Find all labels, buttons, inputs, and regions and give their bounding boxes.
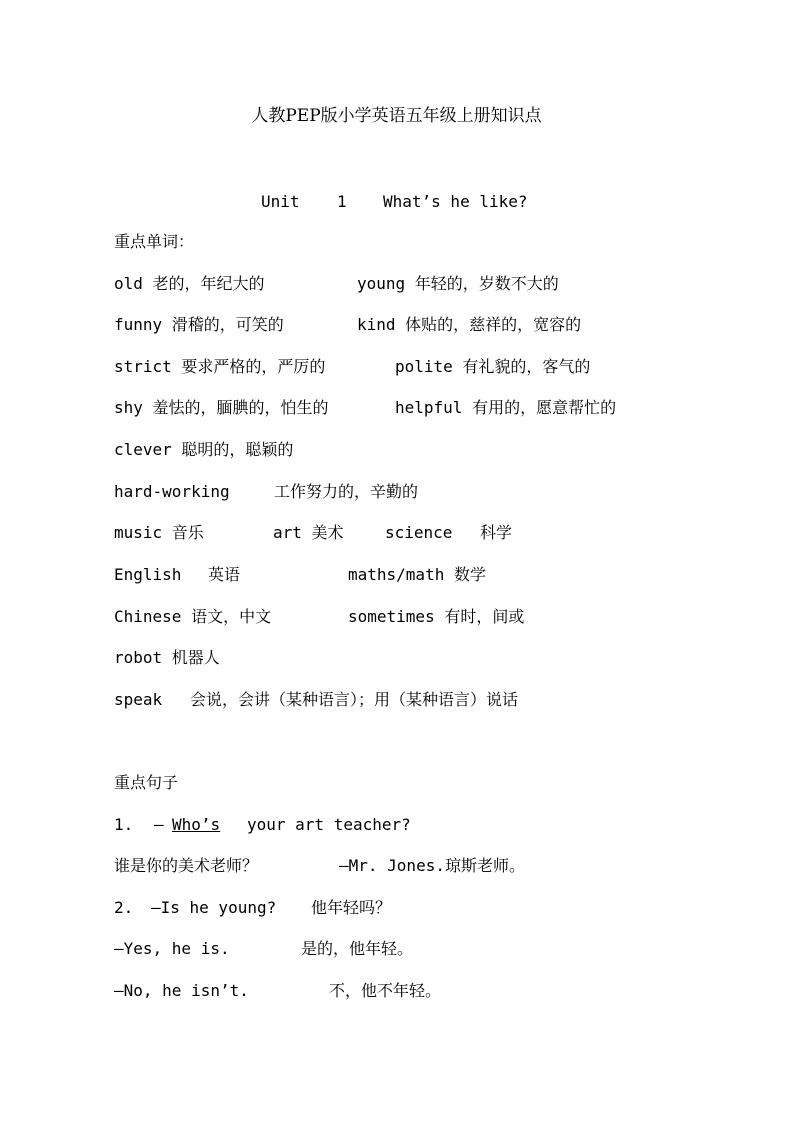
unit-question: What’s he like? — [383, 192, 528, 211]
vocab-music: music 音乐 — [114, 523, 204, 542]
sentence-question: —Is he young? — [151, 898, 277, 917]
vocab-clever: clever 聪明的，聪颖的 — [114, 440, 294, 459]
sentence-translation: 不，他不年轻。 — [329, 981, 442, 1000]
vocab-maths: maths/math 数学 — [348, 565, 486, 584]
sentence-text: your art teacher? — [247, 815, 411, 834]
vocab-old: old 老的，年纪大的 — [114, 274, 265, 293]
dialogue-dash: — — [154, 815, 164, 834]
vocab-kind: kind 体贴的，慈祥的，宽容的 — [357, 315, 582, 334]
sentence-number: 1. — [114, 815, 134, 834]
vocab-english-cn: 英语 — [208, 565, 241, 584]
sentence-answer: —No, he isn’t. — [114, 981, 249, 1000]
vocab-shy: shy 羞怯的，腼腆的，怕生的 — [114, 398, 329, 417]
document-title: 人教PEP版小学英语五年级上册知识点 — [251, 106, 542, 126]
vocab-english-en: English — [114, 565, 182, 584]
vocab-heading: 重点单词： — [114, 232, 195, 251]
sentence-answer: —Mr. Jones.琼斯老师。 — [339, 856, 525, 875]
sentence-number: 2. — [114, 898, 134, 917]
vocab-funny: funny 滑稽的，可笑的 — [114, 315, 284, 334]
sentence-answer: —Yes, he is. — [114, 939, 230, 958]
vocab-science-en: science — [385, 523, 453, 542]
vocab-hardworking-en: hard-working — [114, 482, 230, 501]
sentence-translation: 谁是你的美术老师？ — [114, 856, 259, 875]
sentence-translation: 他年轻吗？ — [311, 898, 392, 917]
vocab-sometimes: sometimes 有时，间或 — [348, 607, 525, 626]
vocab-polite: polite 有礼貌的，客气的 — [395, 357, 591, 376]
vocab-robot: robot 机器人 — [114, 648, 220, 667]
underlined-whos: Who’s — [172, 815, 221, 834]
vocab-art: art 美术 — [273, 523, 344, 542]
vocab-science-cn: 科学 — [480, 523, 513, 542]
vocab-chinese: Chinese 语文，中文 — [114, 607, 272, 626]
sentence-translation: 是的，他年轻。 — [301, 939, 414, 958]
vocab-helpful: helpful 有用的，愿意帮忙的 — [395, 398, 617, 417]
unit-label: Unit — [261, 192, 300, 211]
vocab-speak-cn: 会说，会讲（某种语言）；用（某种语言）说话 — [190, 690, 519, 709]
vocab-speak-en: speak — [114, 690, 163, 709]
vocab-hardworking-cn: 工作努力的，辛勤的 — [274, 482, 419, 501]
unit-number: 1 — [337, 192, 347, 211]
vocab-strict: strict 要求严格的，严厉的 — [114, 357, 326, 376]
sentence-heading: 重点句子 — [114, 773, 179, 792]
vocab-young: young 年轻的，岁数不大的 — [357, 274, 559, 293]
